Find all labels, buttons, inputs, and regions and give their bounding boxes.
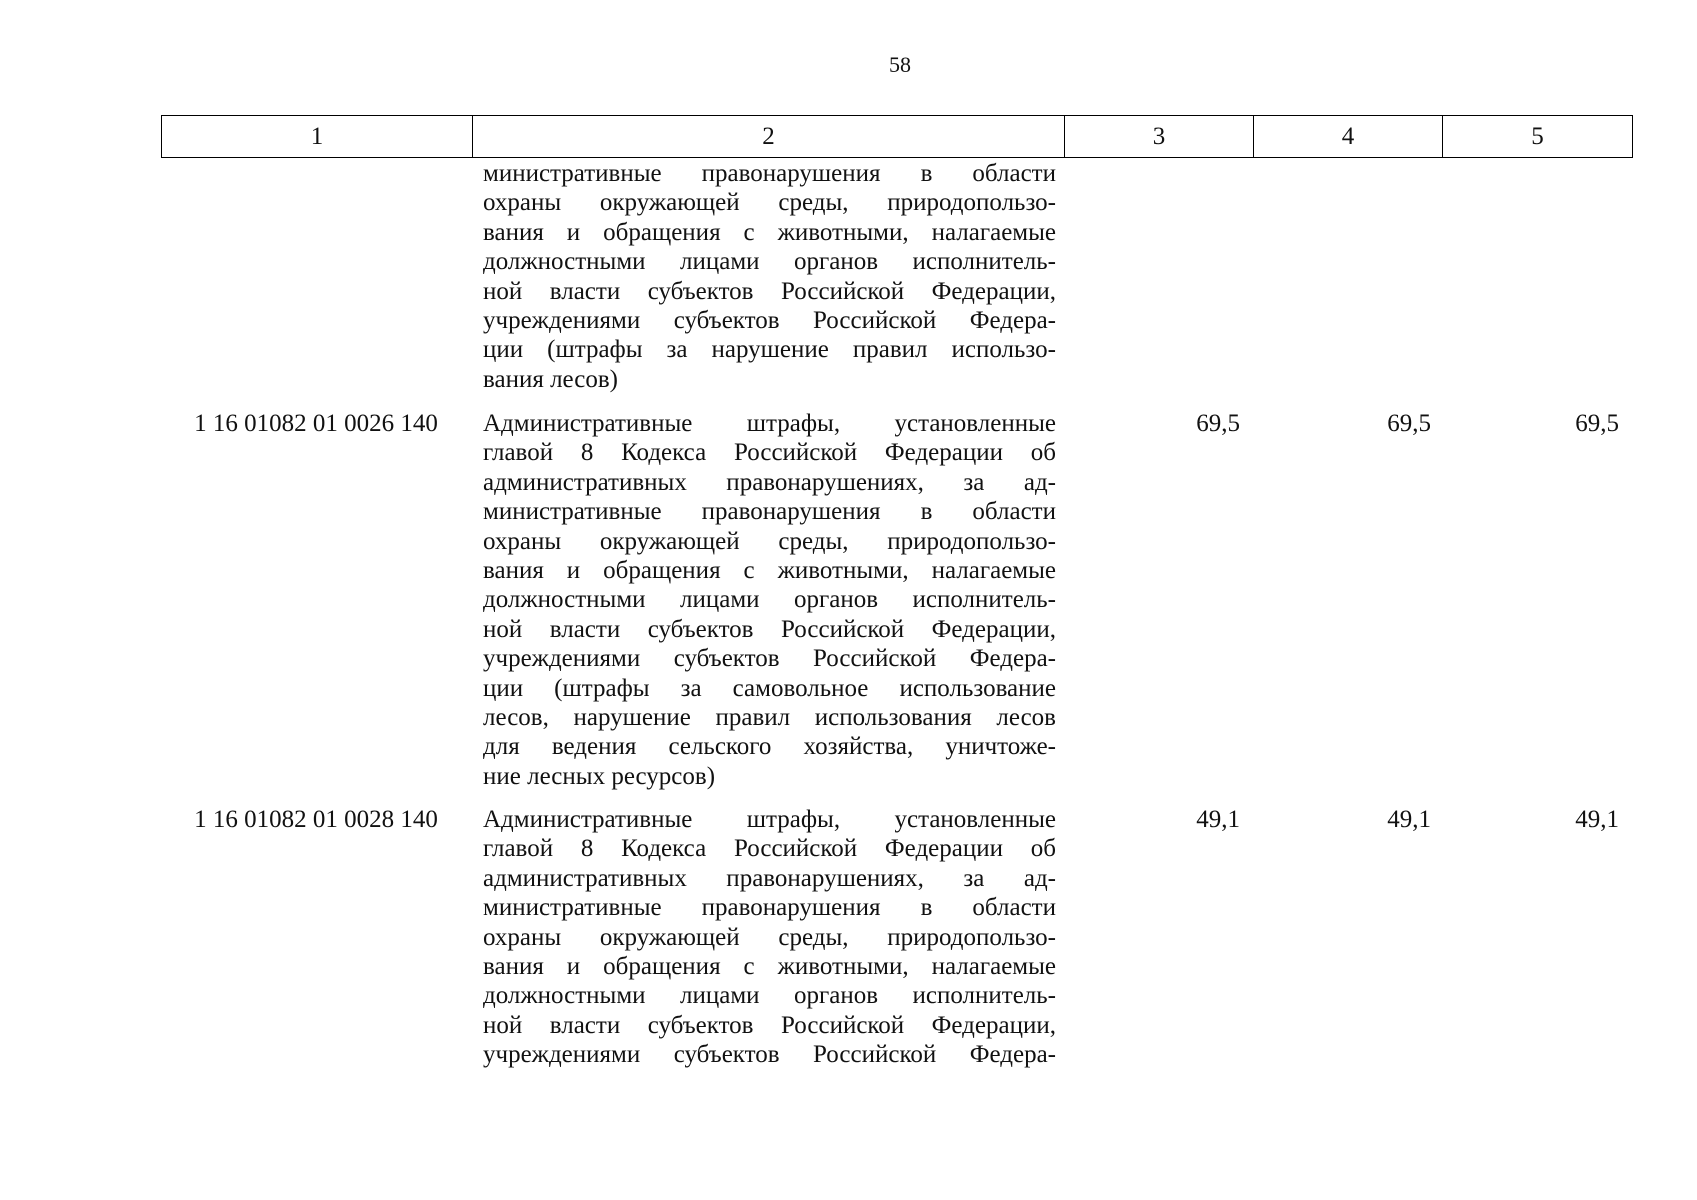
desc-line: охраны окружающей среды, природопользо-: [483, 527, 1056, 555]
desc-line: вания и обращения с животными, налагаемые: [483, 952, 1056, 980]
desc-line: учреждениями субъектов Российской Федера-: [483, 1041, 1056, 1069]
header-col-5: 5: [1443, 116, 1633, 158]
desc-line: ной власти субъектов Российской Федерации,: [483, 1011, 1056, 1039]
row-description: [483, 409, 1056, 791]
row-value-col-5: 49,1: [1575, 806, 1619, 833]
continuation-description: [483, 159, 1056, 394]
desc-line: должностными лицами органов исполнитель-: [483, 586, 1056, 614]
desc-line: охраны окружающей среды, природопользо-: [483, 923, 1056, 951]
desc-line: главой 8 Кодекса Российской Федерации об: [483, 439, 1056, 467]
desc-line: ной власти субъектов Российской Федерации,: [483, 615, 1056, 643]
header-row: [162, 116, 1633, 158]
desc-line: вания лесов): [483, 365, 618, 393]
desc-line: охраны окружающей среды, природопользо-: [483, 189, 1056, 217]
page-number: 58: [889, 52, 911, 77]
desc-line: лесов, нарушение правил использования лесов: [483, 703, 1056, 731]
header-col-3: 3: [1065, 116, 1254, 158]
desc-line: административных правонарушениях, за ад-: [483, 864, 1056, 892]
desc-line: Административные штрафы, установленные: [483, 410, 1056, 437]
desc-line: главой 8 Кодекса Российской Федерации об: [483, 835, 1056, 863]
desc-line: министративные правонарушения в области: [483, 160, 1056, 187]
row-value-col-4: 49,1: [1387, 806, 1431, 833]
row-value-col-5: 69,5: [1575, 410, 1619, 437]
desc-line: ние лесных ресурсов): [483, 762, 716, 790]
desc-line: административных правонарушениях, за ад-: [483, 468, 1056, 496]
row-code: 1 16 01082 01 0026 140: [194, 410, 438, 437]
desc-line: учреждениями субъектов Российской Федера-: [483, 645, 1056, 673]
desc-line: министративные правонарушения в области: [483, 894, 1056, 922]
desc-line: министративные правонарушения в области: [483, 498, 1056, 526]
desc-line: должностными лицами органов исполнитель-: [483, 248, 1056, 276]
row-code: 1 16 01082 01 0028 140: [194, 806, 438, 833]
row-value-col-3: 49,1: [1196, 806, 1240, 833]
row-value-col-4: 69,5: [1387, 410, 1431, 437]
header-col-1: 1: [162, 116, 473, 158]
table-header: [161, 115, 1633, 158]
desc-line: учреждениями субъектов Российской Федера-: [483, 306, 1056, 334]
desc-line: для ведения сельского хозяйства, уничтоже-: [483, 733, 1056, 761]
desc-line: ции (штрафы за самовольное использование: [483, 674, 1056, 702]
desc-line: ции (штрафы за нарушение правил использо-: [483, 336, 1056, 364]
row-description: [483, 805, 1056, 1070]
header-col-2: 2: [473, 116, 1065, 158]
row-value-col-3: 69,5: [1196, 410, 1240, 437]
desc-line: Административные штрафы, установленные: [483, 806, 1056, 833]
desc-line: вания и обращения с животными, налагаемые: [483, 218, 1056, 246]
header-col-4: 4: [1254, 116, 1443, 158]
desc-line: должностными лицами органов исполнитель-: [483, 982, 1056, 1010]
desc-line: ной власти субъектов Российской Федерации,: [483, 277, 1056, 305]
desc-line: вания и обращения с животными, налагаемые: [483, 556, 1056, 584]
